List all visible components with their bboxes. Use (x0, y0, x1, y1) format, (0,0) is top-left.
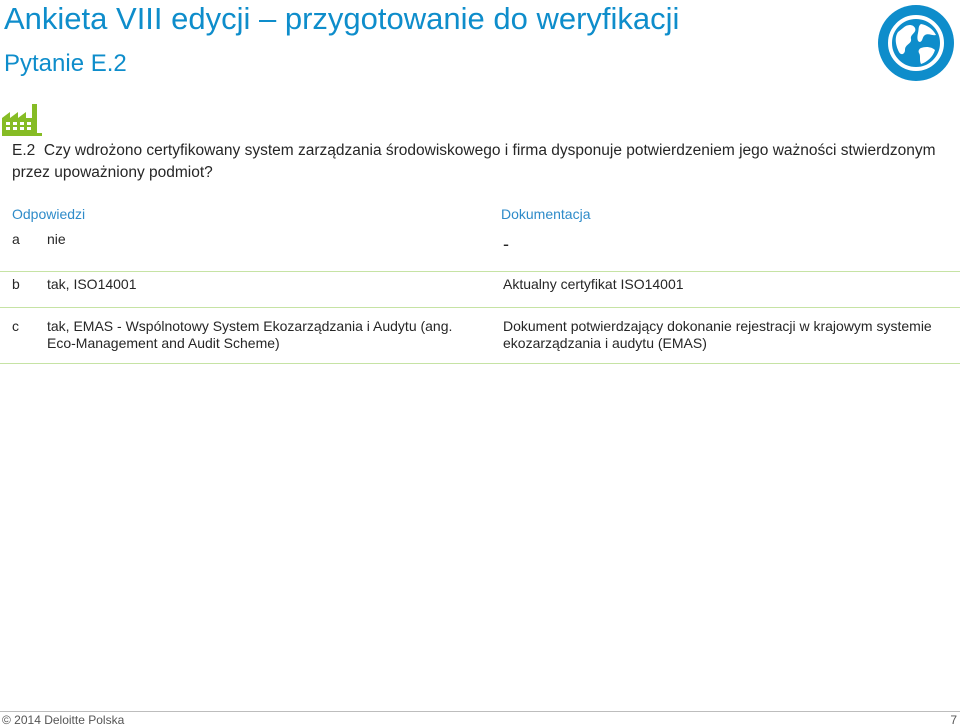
page-subtitle: Pytanie E.2 (4, 50, 127, 77)
answers-header: Odpowiedzi (12, 206, 86, 222)
page-number: 7 (950, 713, 957, 727)
documentation-text: - (503, 234, 509, 254)
row-letter: b (12, 276, 20, 292)
answer-text: nie (47, 231, 66, 247)
documentation-header: Dokumentacja (501, 206, 591, 222)
table-row (0, 272, 960, 308)
footer-divider (0, 711, 960, 728)
copyright: © 2014 Deloitte Polska (2, 713, 125, 727)
documentation-text: Aktualny certyfikat ISO14001 (503, 276, 684, 292)
question-body: Czy wdrożono certyfikowany system zarządzania środowiskowego i firma dysponuje potwierdzeniem jego ważności stwierdzonym przez upoważniony podmiot? (12, 142, 936, 181)
factory-icon (2, 104, 42, 136)
page-title: Ankieta VIII edycji – przygotowanie do weryfikacji (4, 1, 680, 36)
row-letter: a (12, 231, 20, 247)
table-row (0, 308, 960, 364)
question-text (12, 140, 947, 184)
answer-text: tak, ISO14001 (47, 276, 137, 292)
globe-icon (877, 4, 955, 82)
documentation-text: Dokument potwierdzający dokonanie rejestracji w krajowym systemie ekozarządzania i audytu (EMAS) (503, 318, 932, 351)
table-row (0, 222, 960, 272)
row-letter: c (12, 318, 19, 334)
answer-text: tak, EMAS - Wspólnotowy System Ekozarządzania i Audytu (ang. Eco-Management and Audit Scheme) (47, 318, 453, 351)
question-number: E.2 (12, 142, 36, 159)
